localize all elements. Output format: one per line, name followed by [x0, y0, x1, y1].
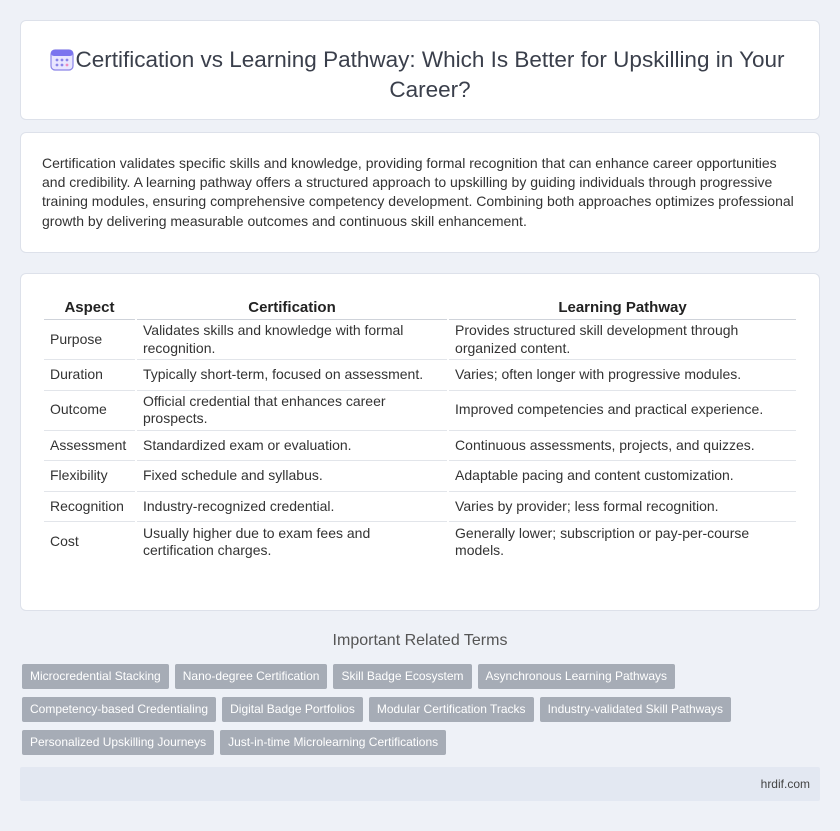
- footer-site-link[interactable]: hrdif.com: [760, 777, 810, 791]
- header-aspect: Aspect: [44, 296, 135, 320]
- table-row: [44, 461, 796, 492]
- table-row: [44, 320, 796, 360]
- row-learning-pathway: Continuous assessments, projects, and quizzes.: [449, 431, 796, 462]
- comparison-table: [42, 296, 798, 562]
- row-aspect: Cost: [50, 533, 79, 550]
- tag-modular-certification-tracks[interactable]: Modular Certification Tracks: [369, 697, 534, 722]
- row-learning-pathway: Improved competencies and practical experience.: [449, 391, 796, 431]
- table-row: [44, 360, 796, 391]
- row-aspect: Recognition: [44, 492, 135, 523]
- header-learning-pathway: Learning Pathway: [449, 296, 796, 320]
- row-aspect: Flexibility: [44, 461, 135, 492]
- row-learning-pathway: Varies; often longer with progressive modules.: [449, 360, 796, 391]
- tag-digital-badge-portfolios[interactable]: Digital Badge Portfolios: [222, 697, 363, 722]
- page-title: Certification vs Learning Pathway: Which Is Better for Upskilling in Your Career?: [75, 47, 785, 102]
- row-learning-pathway: Varies by provider; less formal recognition.: [449, 492, 796, 523]
- related-terms-list: [22, 664, 822, 755]
- tag-asynchronous-learning-pathways[interactable]: Asynchronous Learning Pathways: [478, 664, 675, 689]
- tag-just-in-time-microlearning-certifications[interactable]: Just-in-time Microlearning Certifications: [220, 730, 446, 755]
- row-aspect: Outcome: [44, 391, 135, 431]
- row-certification: Standardized exam or evaluation.: [137, 431, 447, 462]
- row-certification: Fixed schedule and syllabus.: [137, 461, 447, 492]
- header-card: [20, 20, 820, 120]
- tag-competency-based-credentialing[interactable]: Competency-based Credentialing: [22, 697, 216, 722]
- row-learning-pathway: Provides structured skill development through organized content.: [449, 320, 796, 360]
- footer: [20, 767, 820, 801]
- row-aspect: Duration: [44, 360, 135, 391]
- row-certification: Typically short-term, focused on assessment.: [137, 360, 447, 391]
- header-certification: Certification: [137, 296, 447, 320]
- summary-text: Certification validates specific skills and knowledge, providing formal recognition that can enhance career opportunities and credibility. A learning pathway offers a structured approach to upskilling by guiding individuals through progressive training modules, ensuring comprehensive competency development. Combining both approaches optimizes professional growth by delivering measurable outcomes and continuous skill enhancement.: [42, 155, 794, 229]
- tag-nano-degree-certification[interactable]: Nano-degree Certification: [175, 664, 328, 689]
- table-row: [44, 391, 796, 431]
- row-aspect: Purpose: [44, 320, 135, 360]
- table-header-row: [44, 296, 796, 320]
- row-learning-pathway: Generally lower; subscription or pay-per-course models.: [455, 524, 750, 558]
- tag-microcredential-stacking[interactable]: Microcredential Stacking: [22, 664, 169, 689]
- table-row: [44, 431, 796, 462]
- table-row: [44, 492, 796, 523]
- row-aspect: Assessment: [44, 431, 135, 462]
- tag-industry-validated-skill-pathways[interactable]: Industry-validated Skill Pathways: [540, 697, 731, 722]
- comparison-card: [20, 273, 820, 611]
- row-learning-pathway: Adaptable pacing and content customization.: [449, 461, 796, 492]
- tag-personalized-upskilling-journeys[interactable]: Personalized Upskilling Journeys: [22, 730, 214, 755]
- table-row: [44, 522, 796, 562]
- tag-skill-badge-ecosystem[interactable]: Skill Badge Ecosystem: [333, 664, 471, 689]
- row-certification: Validates skills and knowledge with formal recognition.: [137, 320, 447, 360]
- related-terms-title: Important Related Terms: [332, 632, 508, 649]
- row-certification: Official credential that enhances career prospects.: [137, 391, 447, 431]
- row-certification: Industry-recognized credential.: [137, 492, 447, 523]
- row-certification: Usually higher due to exam fees and certification charges.: [142, 524, 371, 558]
- summary-card: [20, 132, 820, 253]
